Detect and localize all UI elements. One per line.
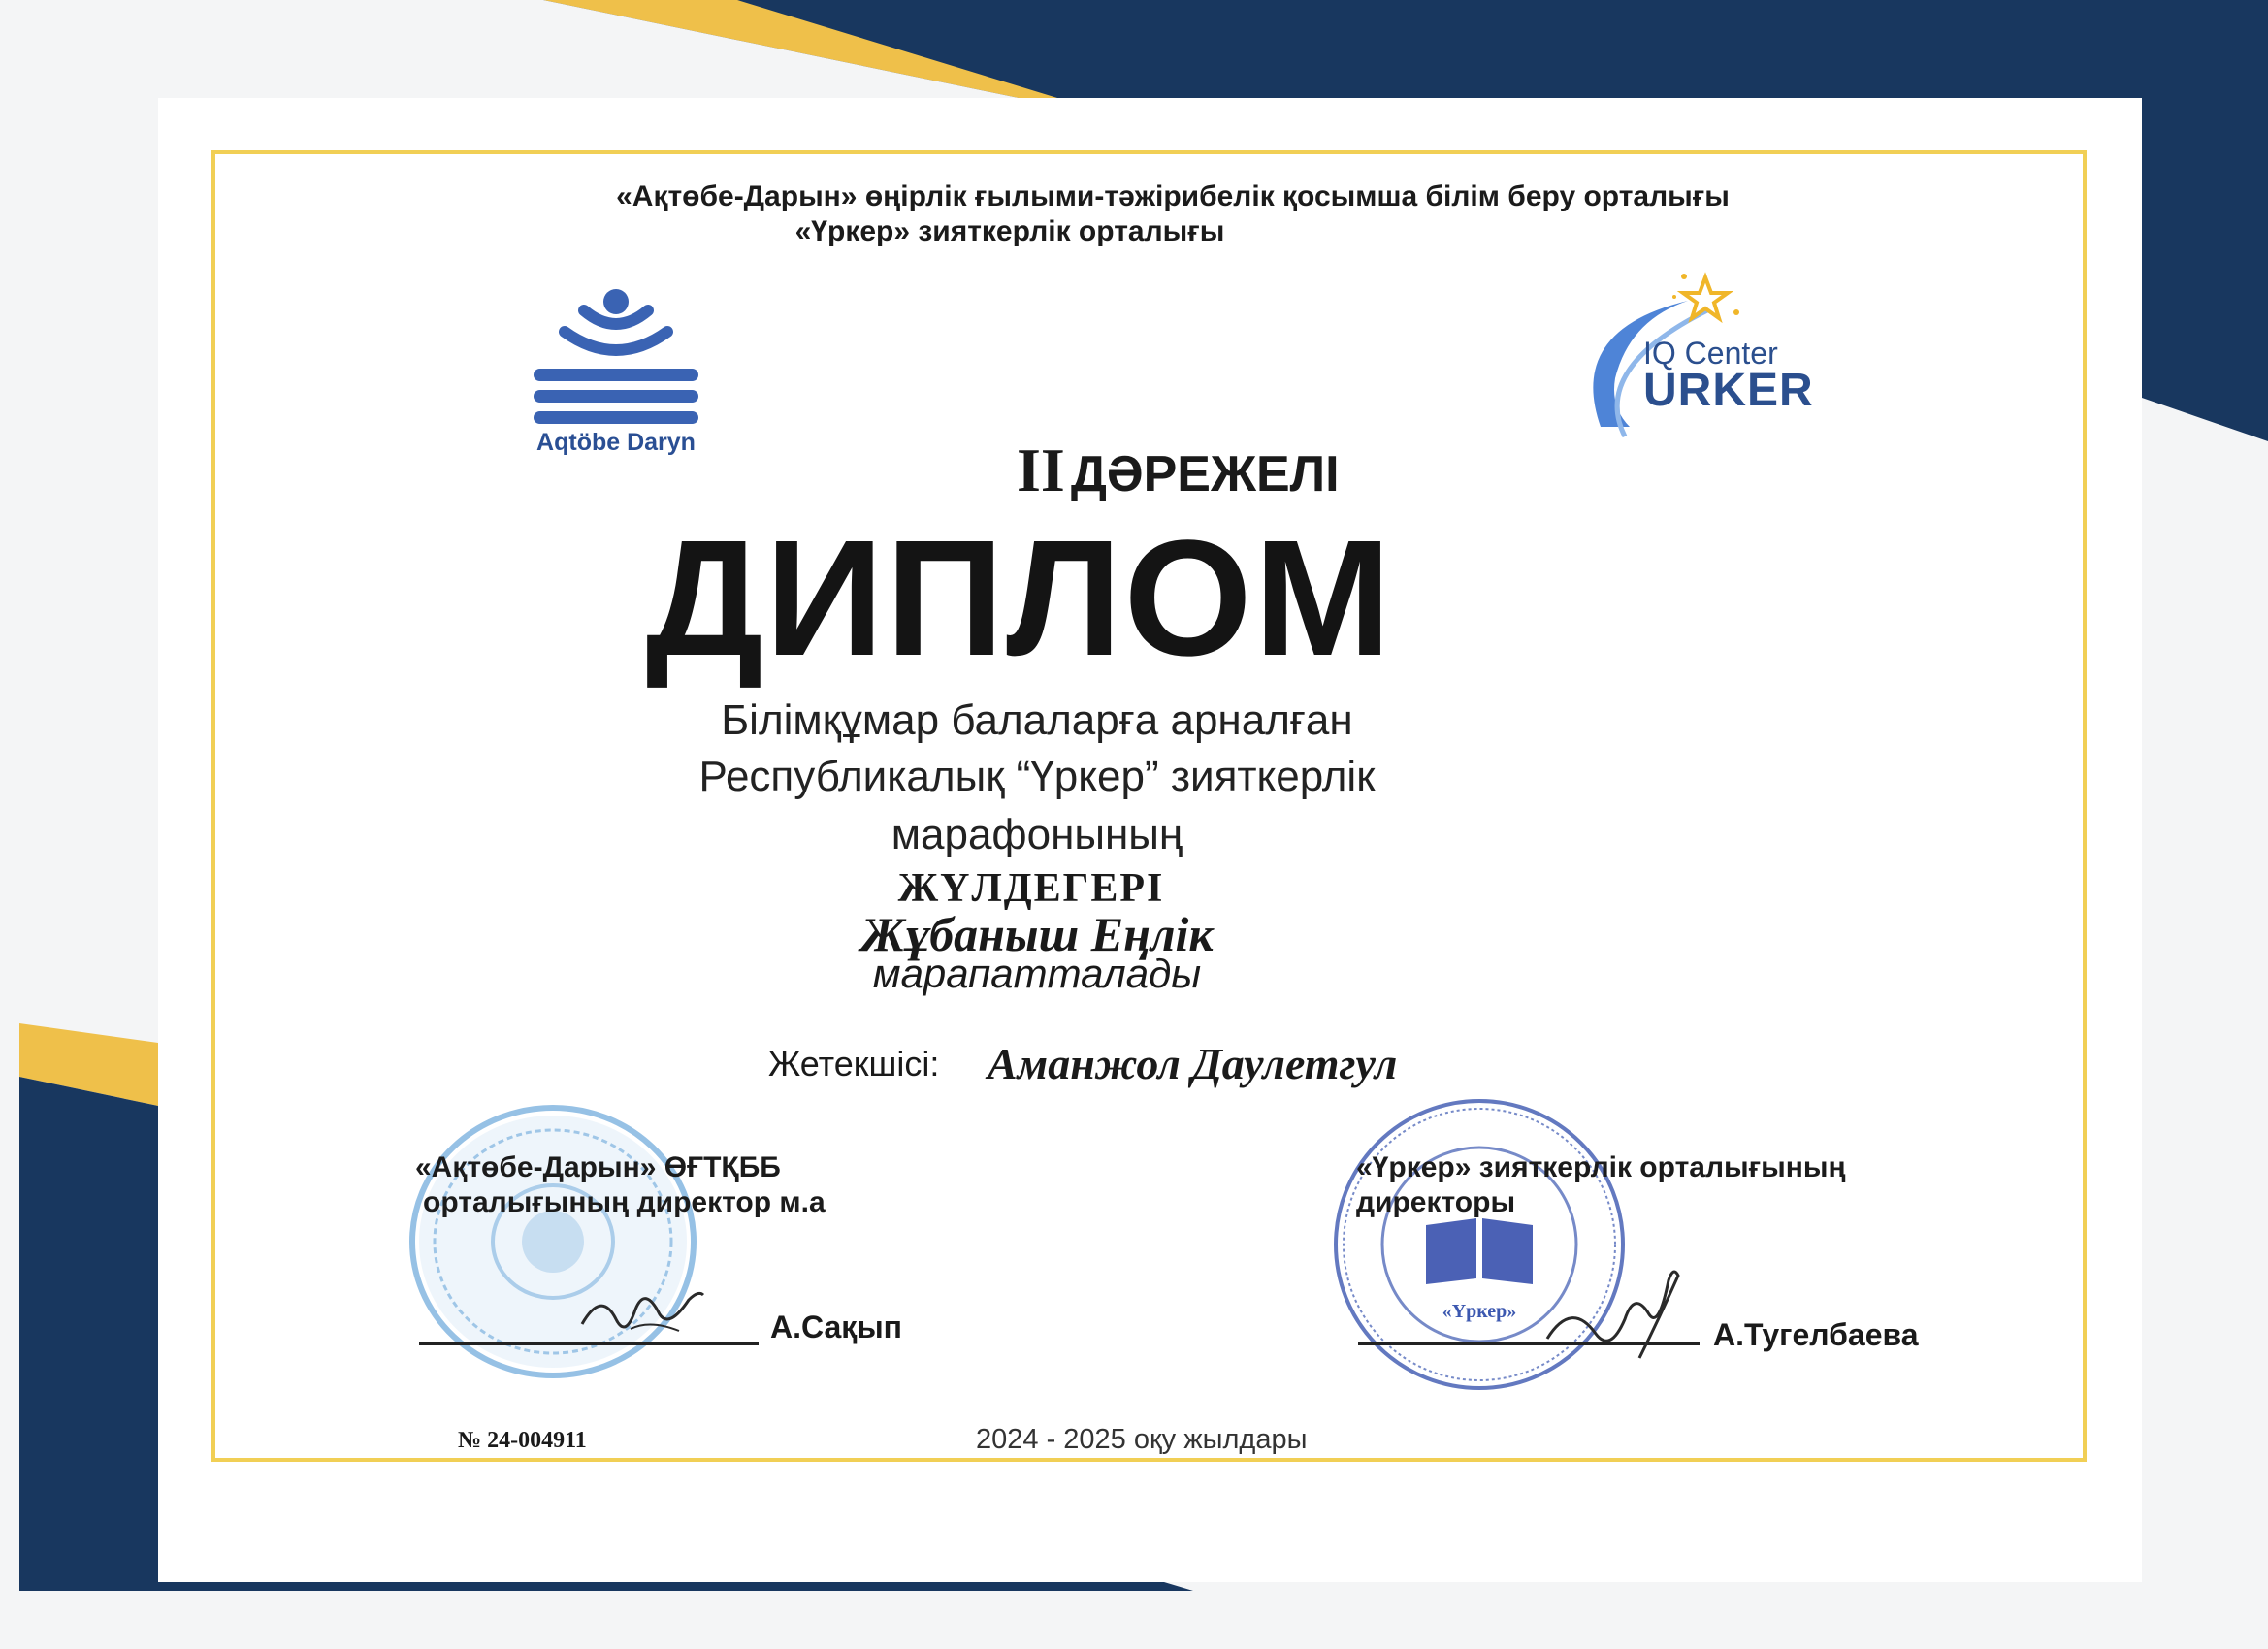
left-handwritten-signature — [572, 1271, 708, 1348]
description-line-3: марафонының — [891, 811, 1183, 858]
recipient-name: Жұбаныш Еңлік — [860, 907, 1214, 961]
right-signatory-name: А.Тугелбаева — [1713, 1317, 1919, 1352]
left-signatory-title-line-1: «Ақтөбе-Дарын» ӨҒТҚББ — [415, 1151, 781, 1183]
header-line-1: «Ақтөбе-Дарын» өңірлік ғылыми-тәжірибелік қосымша білім беру орталығы — [616, 180, 1730, 212]
supervisor-label: Жетекшісі: — [768, 1044, 940, 1083]
aqtobe-daryn-logo-text: Aqtöbe Daryn — [536, 429, 696, 456]
academic-years: 2024 - 2025 оқу жылдары — [976, 1424, 1308, 1455]
description-line-2: Республикалық “Үркер” зияткерлік — [698, 753, 1376, 800]
urker-text: URKER — [1643, 365, 1814, 416]
left-signatory-title-line-2: орталығының директор м.а — [423, 1186, 826, 1218]
right-handwritten-signature — [1542, 1261, 1688, 1368]
svg-text:«Үркер»: «Үркер» — [1442, 1301, 1517, 1322]
right-signatory-title-line-2: директоры — [1356, 1186, 1516, 1218]
header-line-2: «Үркер» зияткерлік орталығы — [794, 215, 1225, 247]
description-line-1: Білімқұмар балаларға арналған — [721, 696, 1353, 744]
degree-word: ДӘРЕЖЕЛІ — [1070, 446, 1340, 502]
laureate-label: ЖҮЛДЕГЕРІ — [897, 866, 1165, 911]
right-signatory-title-line-1: «Үркер» зияткерлік орталығының — [1356, 1151, 1846, 1183]
diploma-number: № 24-004911 — [458, 1428, 587, 1453]
degree-roman: II — [1017, 436, 1065, 504]
left-signatory-title — [415, 1150, 826, 1220]
diploma-title: ДИПЛОМ — [645, 506, 1394, 691]
left-signatory-name: А.Сақып — [770, 1310, 902, 1344]
iq-center-text: IQ Center — [1643, 336, 1778, 371]
right-signatory-title — [1356, 1150, 1846, 1220]
degree-heading — [1017, 435, 1340, 506]
awarded-text: марапатталады — [872, 951, 1202, 996]
supervisor-name: Аманжол Даулетгул — [988, 1039, 1398, 1088]
